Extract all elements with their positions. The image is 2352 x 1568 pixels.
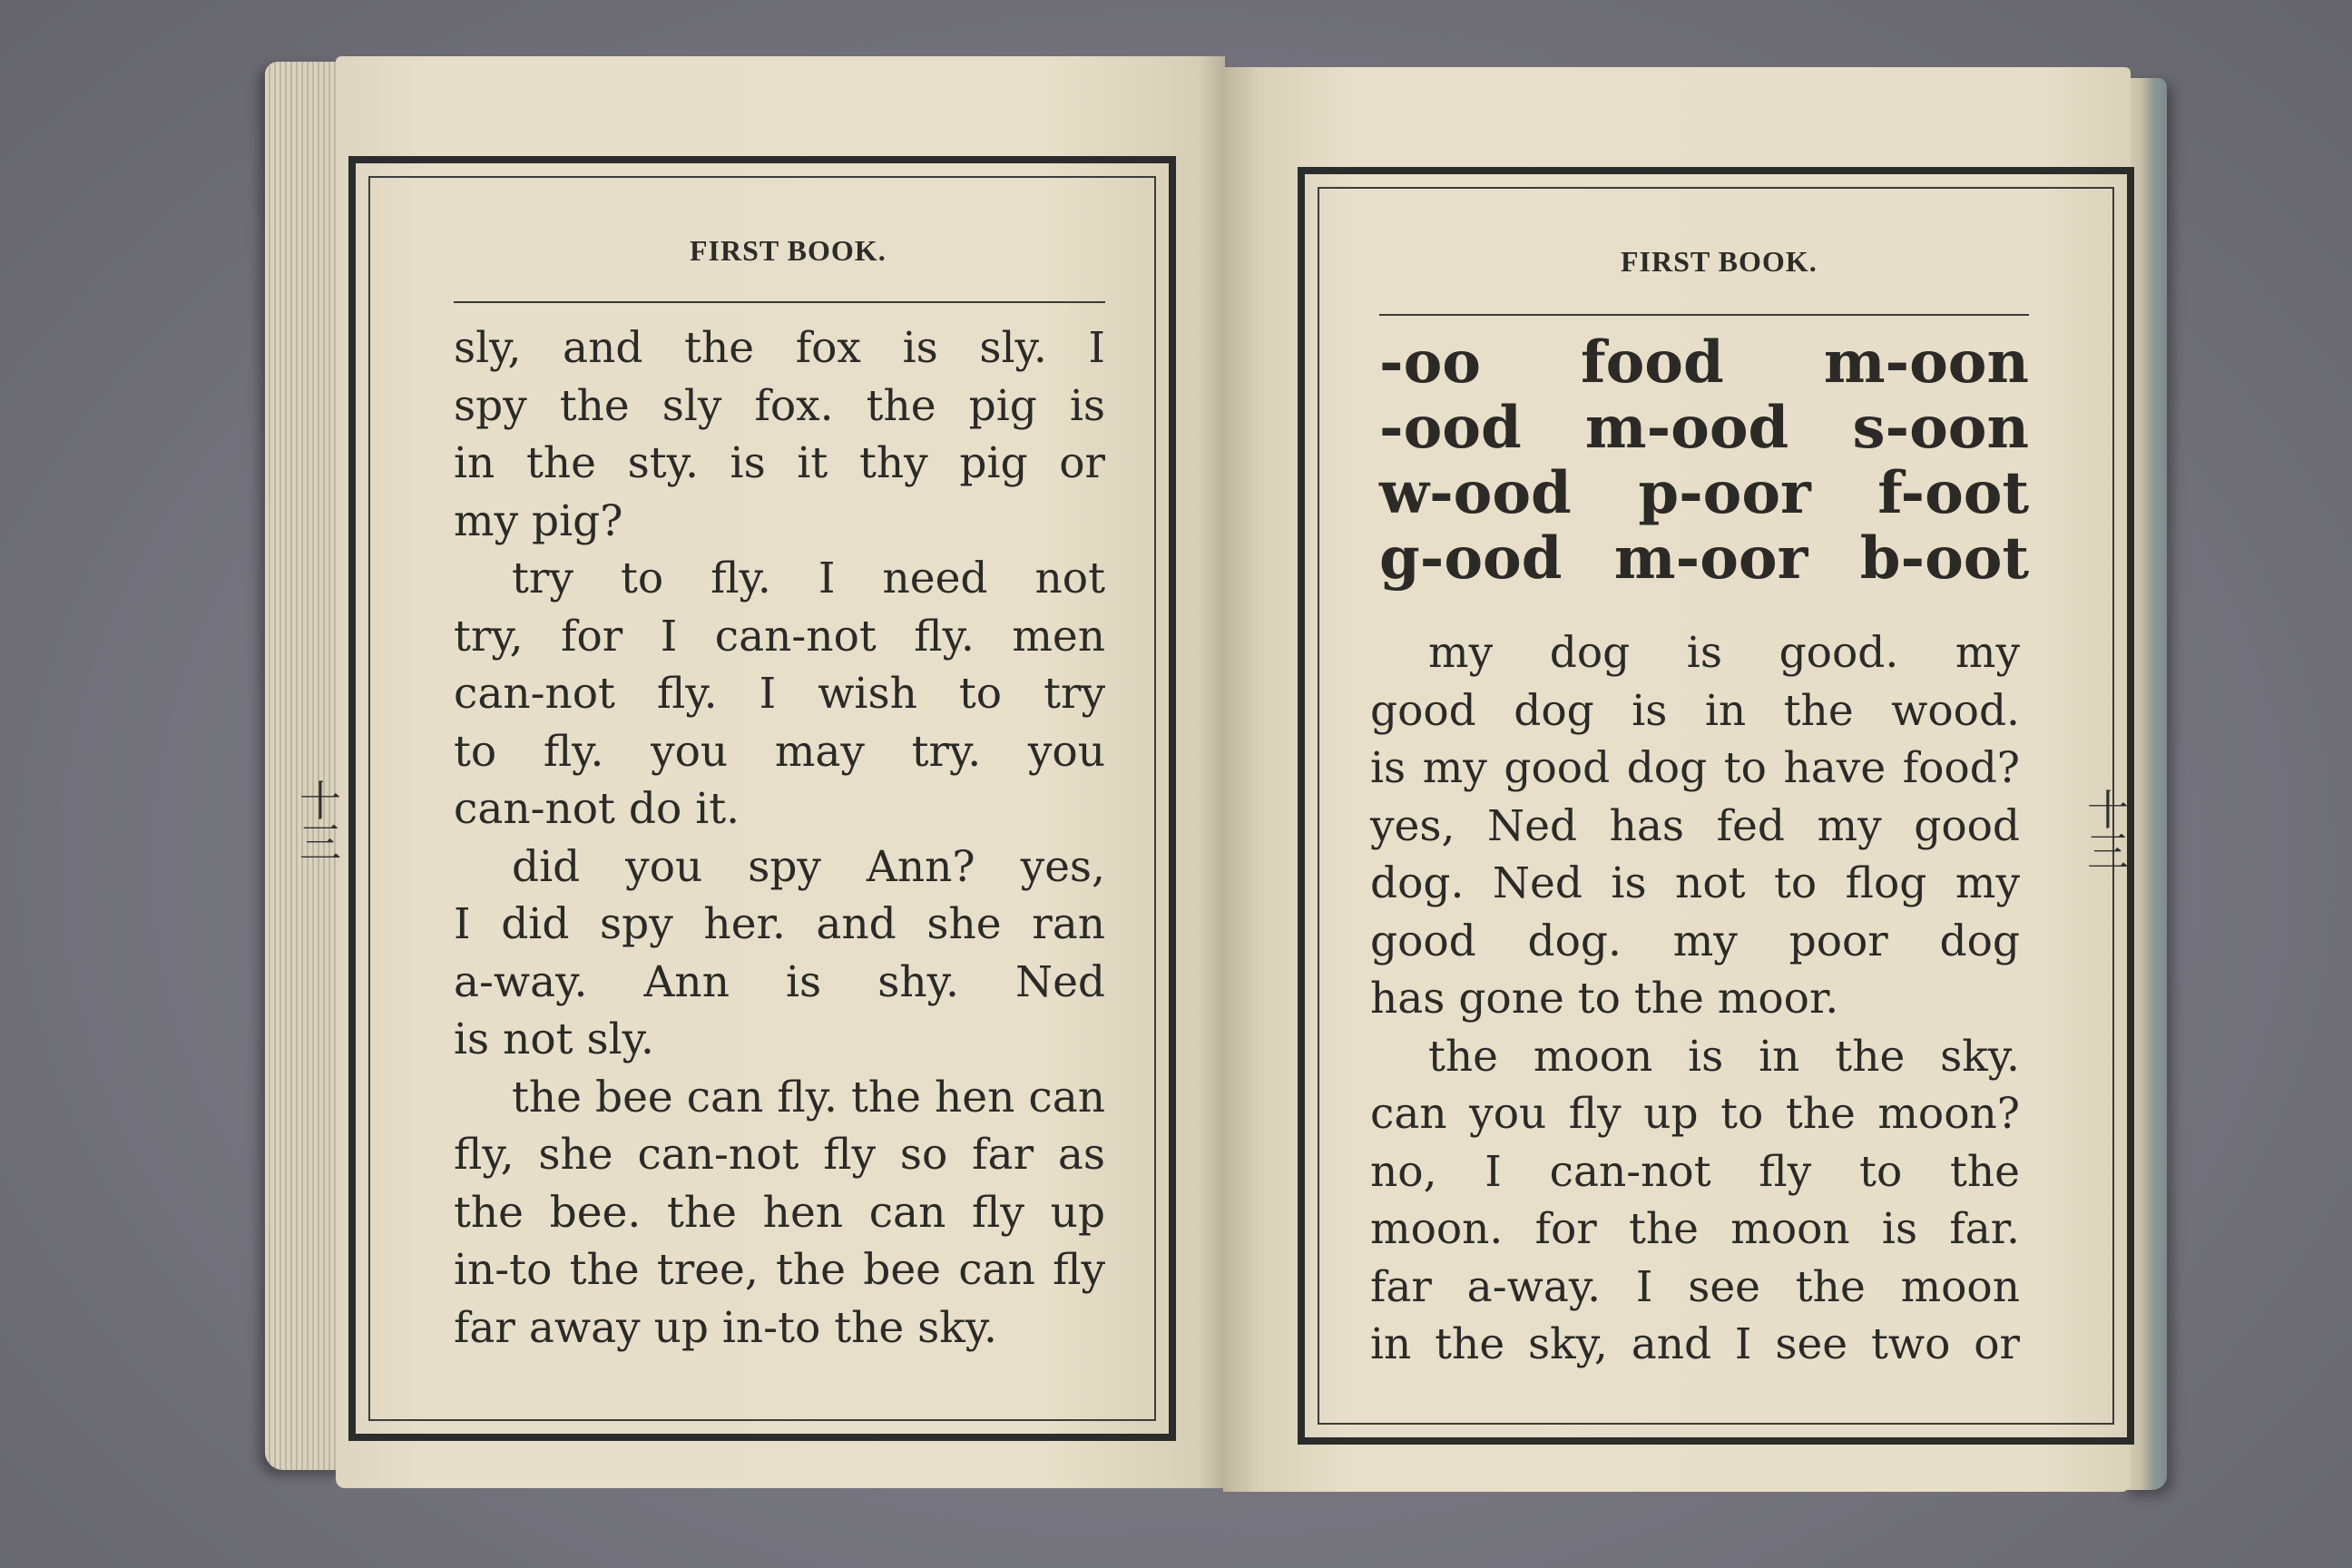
right-head-rule [1379, 314, 2029, 316]
text-line: is my good dog to have food? [1370, 743, 2020, 793]
right-page-text [1370, 624, 2020, 1374]
left-page-text [454, 319, 1105, 1357]
text-line: spy the sly fox. the pig is [454, 380, 1105, 431]
text-line: try, for I can-not fly. men [454, 611, 1105, 662]
word-table-cell: p-oor [1638, 459, 1811, 527]
text-line: has gone to the moor. [1370, 974, 1839, 1024]
word-table-cell: m-oon [1823, 328, 2029, 397]
word-table-cell: f-oot [1877, 459, 2029, 527]
text-line: good dog. my poor dog [1370, 916, 2020, 966]
text-line: I did spy her. and she ran [454, 899, 1105, 949]
text-line: the moon is in the sky. [1428, 1031, 2020, 1082]
word-table-cell: g-ood [1379, 524, 1563, 593]
text-line: yes, Ned has fed my good [1370, 800, 2020, 851]
text-line: did you spy Ann? yes, [512, 841, 1105, 892]
text-line: in-to the tree, the bee can fly [454, 1245, 1105, 1295]
word-table-row [1379, 396, 2029, 461]
text-line: a-way. Ann is shy. Ned [454, 956, 1105, 1007]
left-running-head: FIRST BOOK. [690, 234, 887, 267]
text-line: no, I can-not fly to the [1370, 1146, 2020, 1197]
text-line: my dog is good. my [1428, 628, 2020, 678]
text-line: to fly. you may try. you [454, 726, 1105, 777]
word-table-cell: food [1581, 328, 1724, 397]
text-line: in the sty. is it thy pig or [454, 438, 1105, 488]
text-line: sly, and the fox is sly. I [454, 323, 1105, 373]
left-head-rule [454, 301, 1105, 303]
right-running-head: FIRST BOOK. [1621, 245, 1818, 278]
text-line: can-not do it. [454, 784, 740, 834]
text-line: far a-way. I see the moon [1370, 1261, 2020, 1312]
text-line: moon. for the moon is far. [1370, 1204, 2020, 1254]
word-table-cell: b-oot [1859, 524, 2029, 593]
text-line: the bee can fly. the hen can [512, 1072, 1105, 1122]
phonics-word-table [1379, 330, 2029, 592]
right-binding-mark: 十 三 [2087, 786, 2129, 877]
text-line: in the sky, and I see two or [1370, 1319, 2020, 1369]
word-table-row [1379, 526, 2029, 592]
left-binding-mark: 十 三 [299, 777, 341, 867]
word-table-cell: m-ood [1584, 394, 1789, 462]
text-line: the bee. the hen can fly up [454, 1187, 1105, 1238]
word-table-cell: w-ood [1379, 459, 1572, 527]
text-line: far away up in-to the sky. [454, 1302, 997, 1353]
text-line: fly, she can-not fly so far as [454, 1130, 1105, 1180]
text-line: my pig? [454, 495, 623, 546]
text-line: try to fly. I need not [512, 554, 1105, 603]
text-line: dog. Ned is not to flog my [1370, 858, 2020, 908]
word-table-cell: m-oor [1613, 524, 1808, 593]
word-table-cell: s-oon [1852, 394, 2029, 462]
left-page-edges [265, 62, 347, 1470]
word-table-row [1379, 461, 2029, 526]
text-line: can you fly up to the moon? [1370, 1089, 2020, 1139]
word-table-cell: -oo [1379, 328, 1481, 397]
text-line: can-not fly. I wish to try [454, 669, 1105, 719]
word-table-row [1379, 330, 2029, 396]
text-line: is not sly. [454, 1014, 654, 1064]
text-line: good dog is in the wood. [1370, 685, 2020, 736]
word-table-cell: -ood [1379, 394, 1522, 462]
